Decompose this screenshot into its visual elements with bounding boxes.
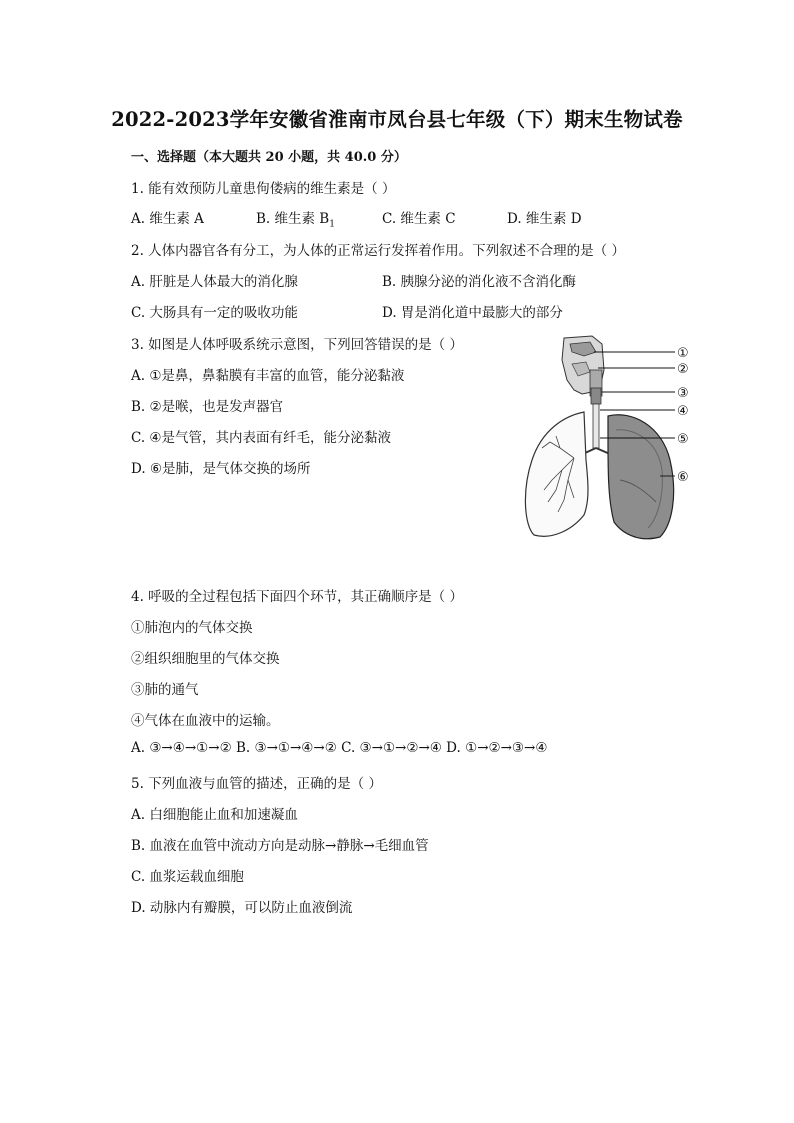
figure-label-1: ① — [677, 346, 689, 361]
q1-option-b-text: B. 维生素 B — [256, 211, 330, 227]
question-4-stem: 4. 呼吸的全过程包括下面四个环节，其正确顺序是（ ） — [131, 589, 463, 605]
q5-option-c: C. 血浆运载血细胞 — [131, 869, 244, 885]
section-heading: 一、选择题（本大题共 20 小题，共 40.0 分） — [131, 150, 407, 165]
q4-options: A. ③→④→①→② B. ③→①→④→② C. ③→①→②→④ D. ①→②→③→④ — [131, 740, 548, 756]
q1-option-b-subscript: 1 — [329, 219, 335, 230]
question-3-stem: 3. 如图是人体呼吸系统示意图，下列回答错误的是（ ） — [131, 337, 463, 353]
q1-option-a: A. 维生素 A — [131, 211, 204, 227]
q4-item-2: ②组织细胞里的气体交换 — [131, 651, 280, 667]
q2-option-c: C. 大肠具有一定的吸收功能 — [131, 305, 298, 321]
q2-option-d: D. 胃是消化道中最膨大的部分 — [382, 305, 563, 321]
q5-option-a: A. 白细胞能止血和加速凝血 — [131, 807, 298, 823]
figure-label-5: ⑤ — [677, 432, 689, 447]
q1-option-b — [256, 207, 335, 230]
question-2-stem: 2. 人体内器官各有分工，为人体的正常运行发挥着作用。下列叙述不合理的是（ ） — [131, 243, 625, 259]
question-5-stem: 5. 下列血液与血管的描述，正确的是（ ） — [131, 776, 382, 792]
question-1-stem: 1. 能有效预防儿童患佝偻病的维生素是（ ） — [131, 181, 396, 197]
q4-item-3: ③肺的通气 — [131, 682, 199, 698]
q3-option-a: A. ①是鼻，鼻黏膜有丰富的血管，能分泌黏液 — [131, 368, 405, 384]
q2-option-b: B. 胰腺分泌的消化液不含消化酶 — [382, 274, 577, 290]
q2-option-a: A. 肝脏是人体最大的消化腺 — [131, 274, 298, 290]
q3-option-d: D. ⑥是肺，是气体交换的场所 — [131, 461, 311, 477]
figure-label-6: ⑥ — [677, 470, 689, 485]
figure-label-3: ③ — [677, 386, 689, 401]
respiratory-system-figure — [512, 330, 697, 545]
q5-option-d: D. 动脉内有瓣膜，可以防止血液倒流 — [131, 900, 353, 916]
q5-option-b: B. 血液在血管中流动方向是动脉→静脉→毛细血管 — [131, 838, 429, 854]
figure-label-2: ② — [677, 362, 689, 377]
figure-label-4: ④ — [677, 404, 689, 419]
q1-option-c: C. 维生素 C — [382, 211, 456, 227]
q4-item-4: ④气体在血液中的运输。 — [131, 713, 280, 729]
page-title: 2022-2023学年安徽省淮南市凤台县七年级（下）期末生物试卷 — [111, 108, 683, 131]
q3-option-b: B. ②是喉，也是发声器官 — [131, 399, 284, 415]
q1-option-d: D. 维生素 D — [507, 211, 582, 227]
q4-item-1: ①肺泡内的气体交换 — [131, 620, 253, 636]
q3-option-c: C. ④是气管，其内表面有纤毛，能分泌黏液 — [131, 430, 392, 446]
